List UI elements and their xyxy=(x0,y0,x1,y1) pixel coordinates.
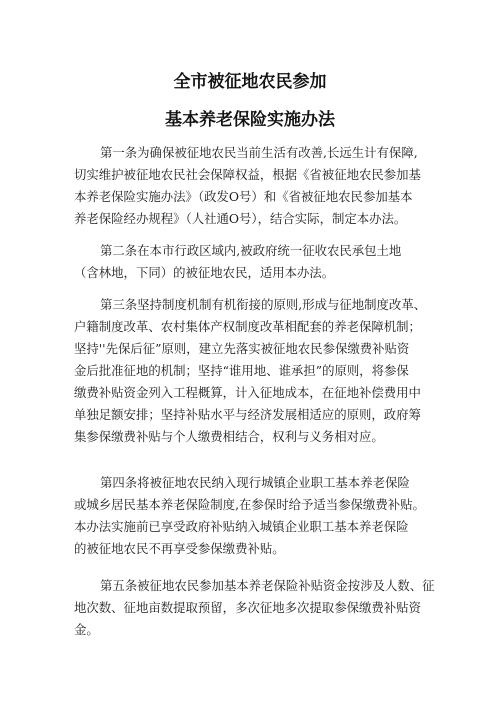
article-3-line: 金后批准征地的机制；坚持“谁用地、谁承担”的原则，将参保 xyxy=(74,363,409,378)
article-4-line: 第四条将被征地农民纳入现行城镇企业职工基本养老保险 xyxy=(100,475,410,490)
article-5-line: 地次数、征地亩数提取预留，多次征地多次提取参保缴费补贴资 xyxy=(74,600,421,615)
article-3-line: 户籍制度改革、农村集体产权制度改革相配套的养老保障机制； xyxy=(74,319,421,334)
article-1 xyxy=(74,142,436,230)
article-4 xyxy=(74,472,436,560)
article-3-line: 坚持''先保后征”原则，建立先落实被征地农民参保缴费补贴资 xyxy=(74,341,410,356)
article-2-line: （含林地，下同）的被征地农民，适用本办法。 xyxy=(74,265,335,280)
document-title-line-2: 基本养老保险实施办法 xyxy=(165,110,335,130)
article-3 xyxy=(74,294,436,448)
article-2 xyxy=(74,240,436,284)
article-1-line: 本养老保险实施办法》（政发O号）和《省被征地农民参加基本 xyxy=(74,189,413,204)
article-4-line: 本办法实施前已享受政府补贴纳入城镇企业职工基本养老保险 xyxy=(74,519,409,534)
article-2-line: 第二条在本市行政区域内,被政府统一征收农民承包土地 xyxy=(100,243,402,258)
article-5 xyxy=(74,575,436,641)
article-5-line: 金。 xyxy=(74,622,99,637)
document-title-line-1: 全市被征地农民参加 xyxy=(173,72,327,92)
article-1-line: 第一条为确保被征地农民当前生活有改善,长远生计有保障, xyxy=(100,145,418,160)
article-5-line: 第五条被征地农民参加基本养老保险补贴资金按涉及人数、征 xyxy=(100,578,435,593)
article-3-line: 缴费补贴资金列入工程概算，计入征地成本，在征地补偿费用中 xyxy=(74,385,421,400)
article-1-line: 养老保险经办规程》（人社通O号），结合实际，制定本办法。 xyxy=(74,211,407,226)
article-3-line: 第三条坚持制度机制有机衔接的原则,形成与征地制度改革、 xyxy=(100,297,427,312)
article-4-line: 或城乡居民基本养老保险制度,在参保时给予适当参保缴费补贴。 xyxy=(74,497,425,512)
article-3-line: 单独足额安排；坚持补贴水平与经济发展相适应的原则，政府筹 xyxy=(74,407,421,422)
article-4-line: 的被征地农民不再享受参保缴费补贴。 xyxy=(74,541,285,556)
article-1-line: 切实维护被征地农民社会保障权益，根据《省被征地农民参加基 xyxy=(74,167,421,182)
article-3-line: 集参保缴费补贴与个人缴费相结合，权利与义务相对应。 xyxy=(74,429,384,444)
